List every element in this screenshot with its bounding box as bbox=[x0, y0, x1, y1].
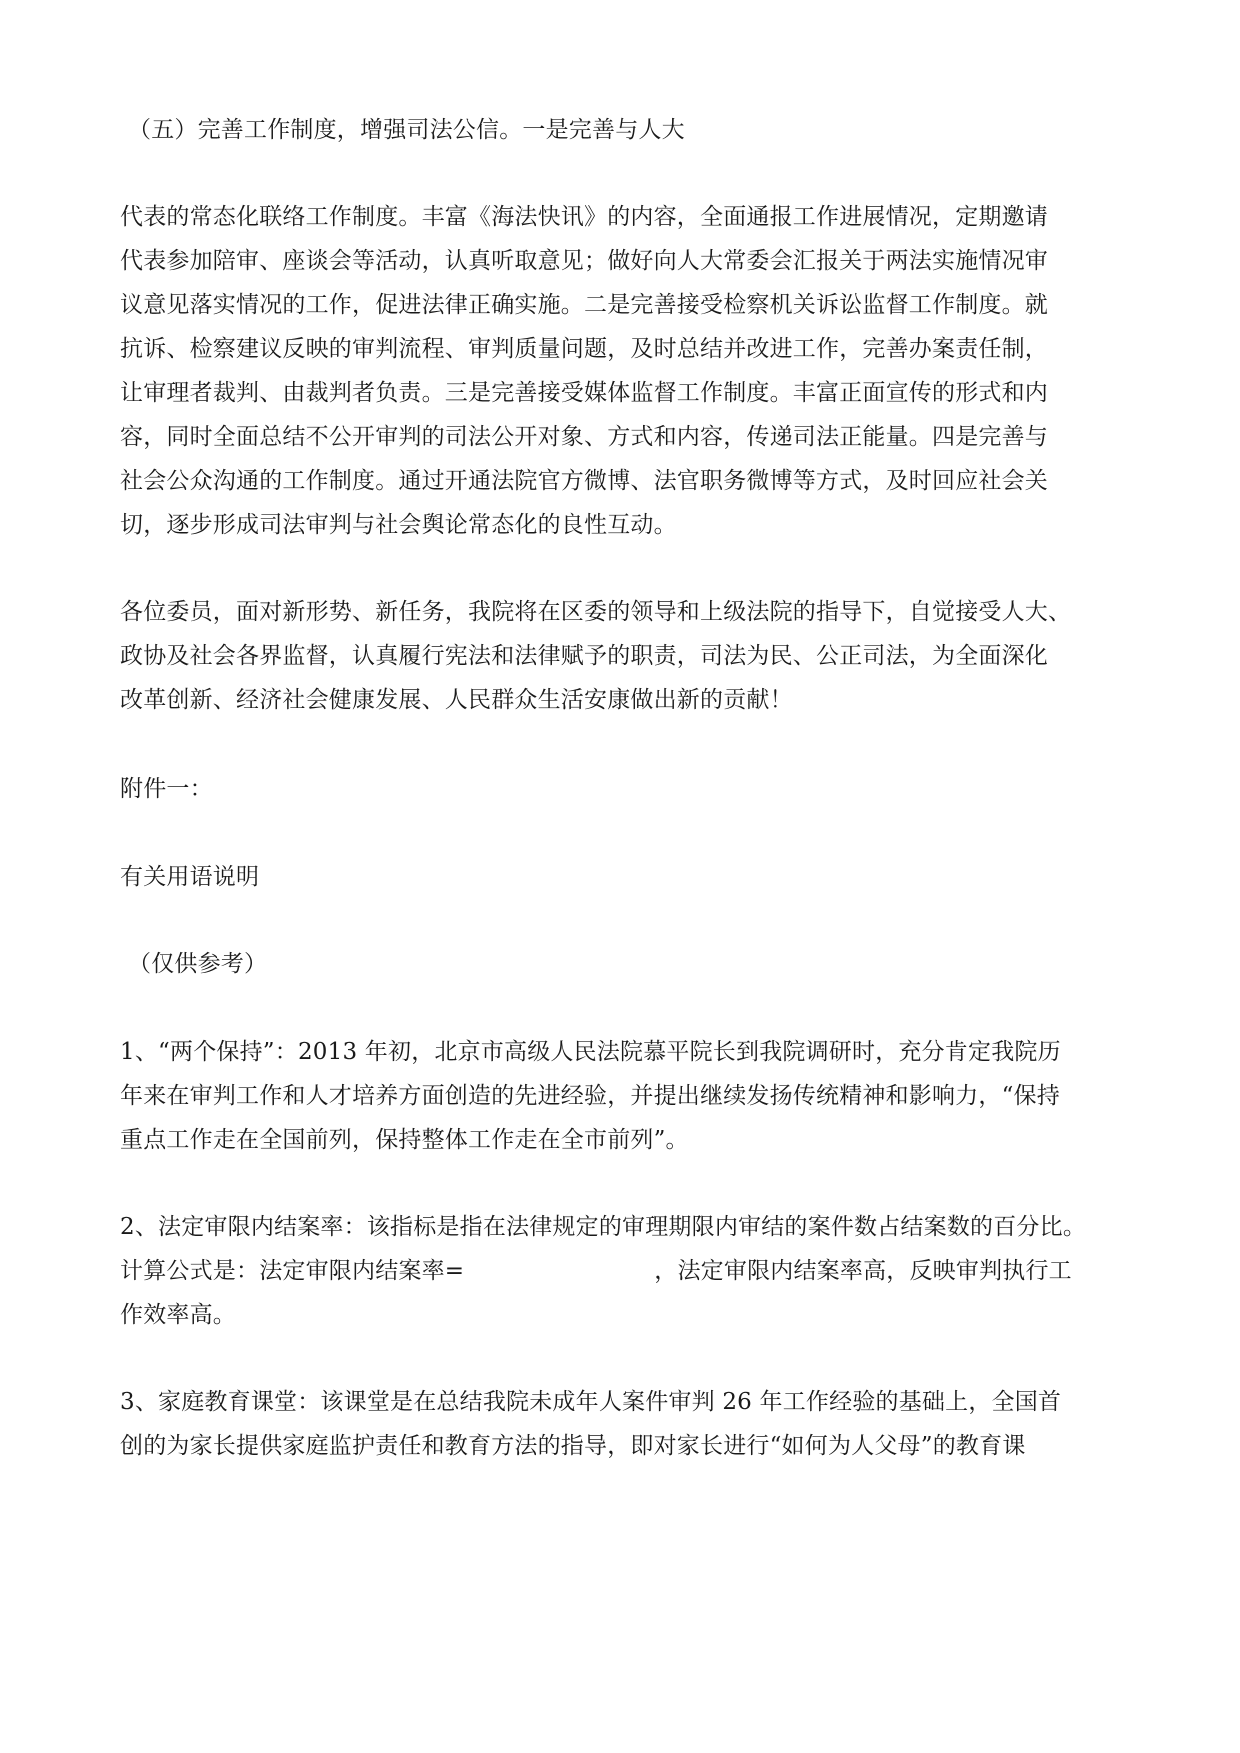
formula-line bbox=[120, 1255, 1130, 1287]
paragraph-line: 切，逐步形成司法审判与社会舆论常态化的良性互动。 bbox=[120, 512, 677, 538]
term-definition-line: 3、家庭教育课堂：该课堂是在总结我院未成年人案件审判 26 年工作经验的基础上，全国首 bbox=[120, 1389, 1062, 1415]
section-heading-line: （五）完善工作制度，增强司法公信。一是完善与人大 bbox=[128, 117, 685, 143]
term-definition-line: 2、法定审限内结案率：该指标是指在法律规定的审理期限内审结的案件数占结案数的百分比。 bbox=[120, 1214, 1087, 1240]
term-definition-line: 创的为家长提供家庭监护责任和教育方法的指导，即对家长进行“如何为人父母”的教育课 bbox=[120, 1433, 1026, 1459]
attachment-subtitle: （仅供参考） bbox=[128, 951, 268, 977]
term-definition-line: 1、“两个保持”：2013 年初，北京市高级人民法院慕平院长到我院调研时，充分肯定我院历 bbox=[120, 1039, 1061, 1065]
paragraph-line: 议意见落实情况的工作，促进法律正确实施。二是完善接受检察机关诉讼监督工作制度。就 bbox=[120, 292, 1048, 318]
paragraph-line: 社会公众沟通的工作制度。通过开通法院官方微博、法官职务微博等方式，及时回应社会关 bbox=[120, 468, 1048, 494]
attachment-label: 附件一： bbox=[120, 776, 213, 802]
formula-text-before: 计算公式是：法定审限内结案率= bbox=[120, 1258, 465, 1284]
paragraph-line: 各位委员，面对新形势、新任务，我院将在区委的领导和上级法院的指导下，自觉接受人大、 bbox=[120, 599, 1072, 625]
term-definition-line: 年来在审判工作和人才培养方面创造的先进经验，并提出继续发扬传统精神和影响力，“保持 bbox=[120, 1083, 1060, 1109]
term-definition-line: 重点工作走在全国前列，保持整体工作走在全市前列”。 bbox=[120, 1127, 689, 1153]
paragraph-line: 政协及社会各界监督，认真履行宪法和法律赋予的职责，司法为民、公正司法，为全面深化 bbox=[120, 643, 1048, 669]
term-definition-line: 作效率高。 bbox=[120, 1302, 236, 1328]
attachment-title: 有关用语说明 bbox=[120, 864, 260, 890]
paragraph-line: 代表的常态化联络工作制度。丰富《海法快讯》的内容，全面通报工作进展情况，定期邀请 bbox=[120, 204, 1048, 230]
paragraph-line: 代表参加陪审、座谈会等活动，认真听取意见；做好向人大常委会汇报关于两法实施情况审 bbox=[120, 248, 1048, 274]
paragraph-line: 抗诉、检察建议反映的审判流程、审判质量问题，及时总结并改进工作，完善办案责任制， bbox=[120, 336, 1048, 362]
formula-text-after: ，法定审限内结案率高，反映审判执行工 bbox=[654, 1258, 1072, 1284]
paragraph-line: 容，同时全面总结不公开审判的司法公开对象、方式和内容，传递司法正能量。四是完善与 bbox=[120, 424, 1048, 450]
paragraph-line: 让审理者裁判、由裁判者负责。三是完善接受媒体监督工作制度。丰富正面宣传的形式和内 bbox=[120, 380, 1048, 406]
paragraph-line: 改革创新、经济社会健康发展、人民群众生活安康做出新的贡献！ bbox=[120, 687, 793, 713]
